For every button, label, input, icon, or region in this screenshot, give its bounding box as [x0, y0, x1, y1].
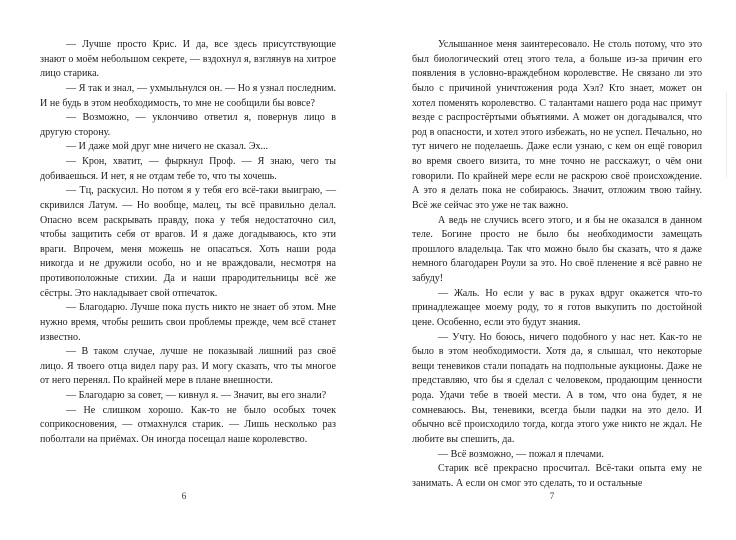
paragraph: — Всё возможно, — пожал я плечами. [438, 448, 604, 460]
paragraph: — Благодарю. Лучше пока пусть никто не знает об этом. Мне нужно время, чтобы решить свои проблемы прежде, чем всё станет известно. [40, 302, 336, 343]
paragraph: — Не слишком хорошо. Как-то не было особых точек соприкосновения, — отмахнулся старик. — Лишь несколько раз поболтали на приёмах. Он иногда посещал наше королевство. [40, 404, 336, 445]
right-page [368, 0, 736, 540]
left-page-text-body [40, 38, 336, 540]
paragraph: Старик всё прекрасно просчитал. Всё-таки опыта ему не занимать. А если он смог это сделать, то и остальные [412, 463, 702, 489]
page-number-right: 7 [549, 492, 555, 502]
paragraph: — В таком случае, лучше не показывай лишний раз своё лицо. Я твоего отца видел пару раз. И могу сказать, что ты многое от него перенял. По крайней мере в плане внешности. [40, 346, 336, 387]
paragraph: — Тц, раскусил. Но потом я у тебя его всё-таки выиграю, — скривился Латум. — Но вообще, малец, ты всё правильно делал. Опасно всем раскрывать правду, пока у тебя недостаточно сил, чтобы защитить себя от врагов. И я даже догадываюсь, кто эти враги. Впрочем, меня можешь не опасаться. Хоть наши рода никогда и не дружили особо, но и не враждовали, несмотря на противоположные стихии. Да и наши прародительницы всё же сёстры. Это накладывает свой отпечаток. [40, 185, 336, 299]
paragraph: — И даже мой друг мне ничего не сказал. Эх... [66, 141, 269, 153]
paragraph: — Крон, хватит, — фыркнул Проф. — Я знаю, чего ты добиваешься. И нет, я не отдам тебе то, что ты хочешь. [40, 156, 336, 182]
paragraph: — Учту. Но боюсь, ничего подобного у нас нет. Как-то не было в этом необходимости. Хотя да, я слышал, что некоторые вещи теневиков стали попадать на подпольные аукционы. Даже не представляю, что бы я сделал с человеком, продающим ценности рода. Удачи тебе в твоей мести. А в том, что она будет, я не сомневаюсь. Вы, теневики, всегда были падки на это дело. И обычно всё происходило тогда, когда этого уже никто не ждал. Не любите вы спешить, да. [412, 331, 702, 445]
page-edge-line [726, 92, 727, 178]
paragraph: — Я так и знал, — ухмыльнулся он. — Но я узнал последним. И не будь в этом необходимость, то мне не сообщили бы вовсе? [40, 82, 336, 109]
paragraph: Услышанное меня заинтересовало. Не столь потому, что это был биологический отец этого тела, а больше из-за причин его появления в условно-враждебном королевстве. Не связано ли это было с причиной уничтожения рода Хэл? Кто знает, может он хотел поменять королевство. С талантами нашего рода нас примут везде с распростёртыми объятиями. А может он догадывался, что род в опасности, и хотел этого избежать, но не успел. Печально, но тут ничего не поделаешь. Даже если узнаю, с кем он ещё говорил во время своего визита, то мне точно не расскажут, о чём они говорили. По крайней мере если не раскрою своё происхождение. А это я делать пока не собираюсь. Значит, отложим твою тайну. Всё же сейчас это уже не так важно. [412, 39, 702, 211]
right-page-text-body [412, 38, 702, 540]
paragraph: — Жаль. Но если у вас в руках вдруг окажется что-то принадлежащее моему роду, то я готов выкупить по достойной цене. Особенно, если это будут знания. [412, 287, 702, 328]
paragraph: — Благодарю за совет, — кивнул я. — Значит, вы его знали? [66, 390, 327, 401]
paragraph: А ведь не случись всего этого, и я бы не оказался в данном теле. Богине просто не было бы необходимости замещать прошлого владельца. Так что можно было бы сказать, что я даже немного благодарен Роули за это. Но своё пленение я всё равно не забуду! [412, 214, 702, 284]
paragraph: — Возможно, — уклончиво ответил я, повернув лицо в другую сторону. [40, 112, 336, 138]
page-number-left: 6 [181, 492, 187, 502]
paragraph: — Лучше просто Крис. И да, все здесь присутствующие знают о моём небольшом секрете, — вздохнул я, взглянув на хитрое лицо старика. [40, 39, 336, 80]
